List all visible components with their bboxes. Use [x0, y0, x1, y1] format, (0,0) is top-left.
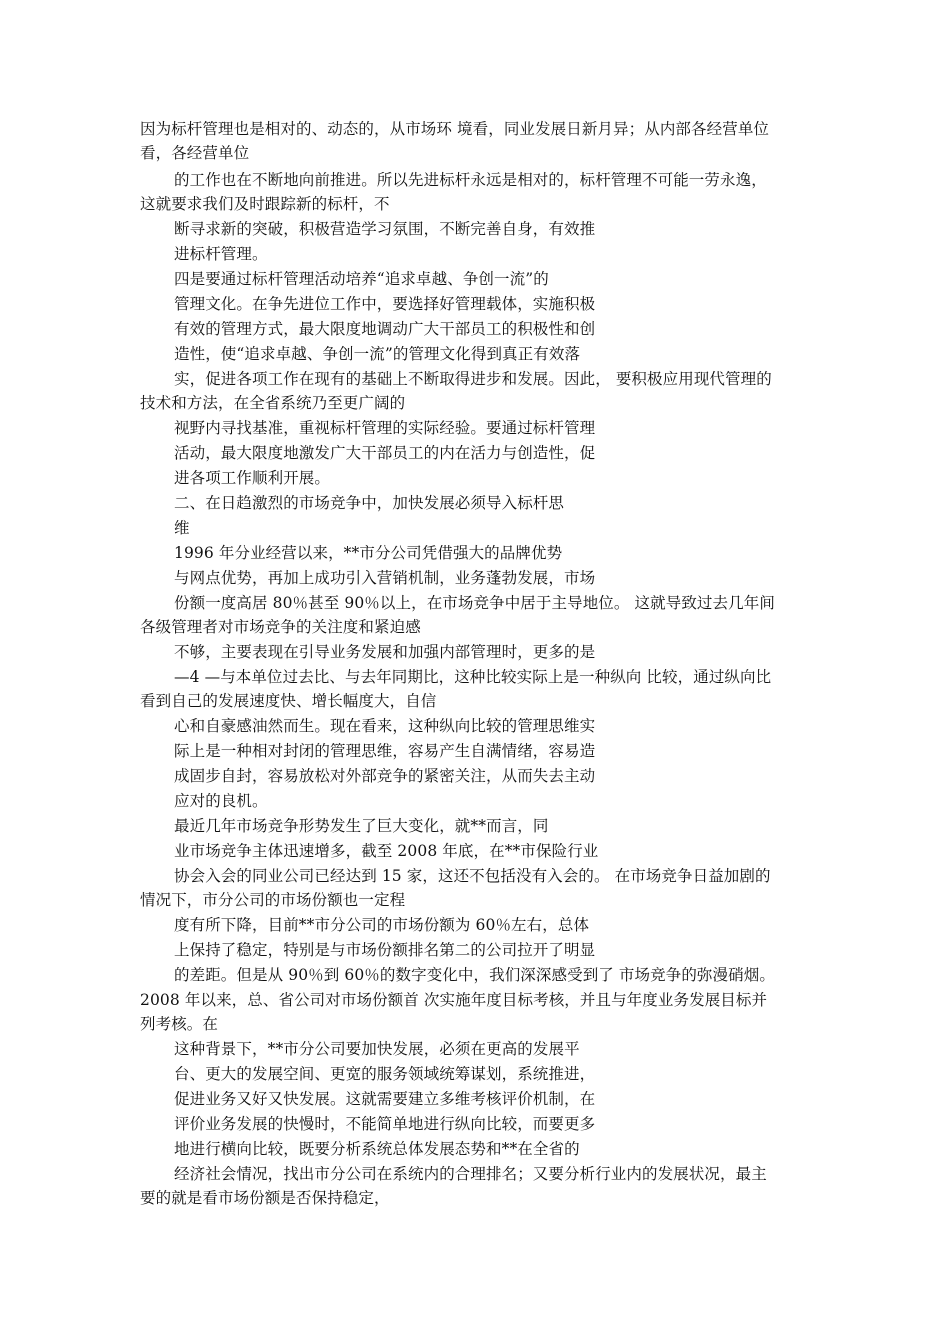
- text-line: —4 —与本单位过去比、与去年同期比，这种比较实际上是一种纵向 比较，通过纵向比: [174, 668, 772, 686]
- text-line: 的工作也在不断地向前推进。所以先进标杆永远是相对的，标杆管理不可能一劳永逸，: [174, 171, 767, 189]
- text-line: 造性，使“追求卓越、争创一流”的管理文化得到真正有效落: [174, 345, 581, 363]
- text-line: 最近几年市场竞争形势发生了巨大变化，就**而言，同: [174, 817, 549, 835]
- text-line: 份额一度高居 80％甚至 90％以上，在市场竞争中居于主导地位。 这就导致过去几年间: [174, 594, 775, 612]
- text-line: 这就要求我们及时跟踪新的标杆，不: [140, 195, 390, 213]
- text-line: 断寻求新的突破，积极营造学习氛围，不断完善自身，有效推: [174, 220, 596, 238]
- text-line: 2008 年以来，总、省公司对市场份额首 次实施年度目标考核，并且与年度业务发展目标并: [140, 991, 768, 1009]
- text-line: 管理文化。在争先进位工作中，要选择好管理载体，实施积极: [174, 295, 596, 313]
- text-line: 进各项工作顺利开展。: [174, 469, 331, 487]
- text-line: 这种背景下，**市分公司要加快发展，必须在更高的发展平: [174, 1040, 580, 1058]
- text-line: 情况下，市分公司的市场份额也一定程: [140, 891, 406, 909]
- text-line: 看，各经营单位: [140, 144, 250, 162]
- text-line: 不够，主要表现在引导业务发展和加强内部管理时，更多的是: [174, 643, 596, 661]
- text-line: 列考核。在: [140, 1015, 219, 1033]
- text-line: 二、在日趋激烈的市场竞争中，加快发展必须导入标杆思: [174, 494, 565, 512]
- text-line: 成固步自封，容易放松对外部竞争的紧密关注，从而失去主动: [174, 767, 596, 785]
- text-line: 评价业务发展的快慢时，不能简单地进行纵向比较，而要更多: [174, 1115, 596, 1133]
- text-line: 应对的良机。: [174, 792, 268, 810]
- text-line: 经济社会情况，找出市分公司在系统内的合理排名；又要分析行业内的发展状况，最主: [174, 1165, 767, 1183]
- text-line: 促进业务又好又快发展。这就需要建立多维考核评价机制，在: [174, 1090, 596, 1108]
- text-line: 际上是一种相对封闭的管理思维，容易产生自满情绪，容易造: [174, 742, 596, 760]
- text-line: 各级管理者对市场竞争的关注度和紧迫感: [140, 618, 421, 636]
- text-line: 业市场竞争主体迅速增多，截至 2008 年底，在**市保险行业: [174, 842, 599, 860]
- text-line: 实，促进各项工作在现有的基础上不断取得进步和发展。因此， 要积极应用现代管理的: [174, 370, 772, 388]
- text-line: 进标杆管理。: [174, 245, 268, 263]
- text-line: 与网点优势，再加上成功引入营销机制，业务蓬勃发展，市场: [174, 569, 596, 587]
- text-line: 有效的管理方式，最大限度地调动广大干部员工的积极性和创: [174, 320, 596, 338]
- text-line: 地进行横向比较，既要分析系统总体发展态势和**在全省的: [174, 1140, 580, 1158]
- text-line: 视野内寻找基准，重视标杆管理的实际经验。要通过标杆管理: [174, 419, 596, 437]
- text-line: 上保持了稳定，特别是与市场份额排名第二的公司拉开了明显: [174, 941, 596, 959]
- text-line: 协会入会的同业公司已经达到 15 家，这还不包括没有入会的。 在市场竞争日益加剧的: [174, 867, 771, 885]
- text-line: 度有所下降，目前**市分公司的市场份额为 60％左右，总体: [174, 916, 590, 934]
- text-line: 台、更大的发展空间、更宽的服务领域统筹谋划，系统推进，: [174, 1065, 596, 1083]
- text-line: 因为标杆管理也是相对的、动态的，从市场环 境看，同业发展日新月异；从内部各经营单位: [140, 120, 770, 138]
- text-line: 活动，最大限度地激发广大干部员工的内在活力与创造性，促: [174, 444, 596, 462]
- text-line: 技术和方法，在全省系统乃至更广阔的: [140, 394, 406, 412]
- text-line: 心和自豪感油然而生。现在看来，这种纵向比较的管理思维实: [174, 717, 596, 735]
- text-line: 看到自己的发展速度快、增长幅度大，自信: [140, 692, 437, 710]
- text-line: 1996 年分业经营以来，**市分公司凭借强大的品牌优势: [174, 544, 563, 562]
- text-line: 维: [174, 519, 190, 537]
- text-line: 四是要通过标杆管理活动培养“追求卓越、争创一流”的: [174, 270, 549, 288]
- text-line: 的差距。但是从 90％到 60％的数字变化中，我们深深感受到了 市场竞争的弥漫硝烟。: [174, 966, 775, 984]
- text-line: 要的就是看市场份额是否保持稳定，: [140, 1189, 390, 1207]
